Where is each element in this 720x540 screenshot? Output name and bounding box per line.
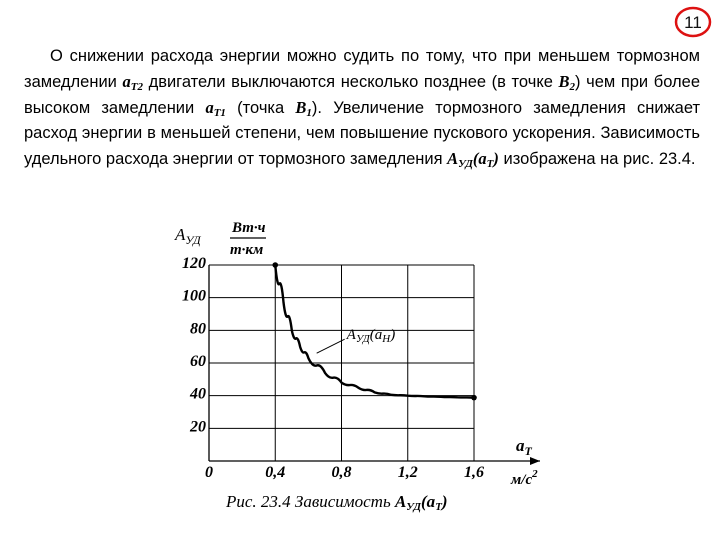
y-unit-numerator: Вт·ч — [232, 220, 266, 236]
y-tick-label: 40 — [190, 385, 206, 403]
x-tick-label: 1,6 — [464, 464, 484, 481]
y-tick-label: 80 — [190, 320, 206, 338]
x-tick-label: 0,4 — [265, 464, 286, 481]
x-tick-label: 0,8 — [331, 464, 352, 481]
y-tick-label: 120 — [182, 255, 206, 272]
y-tick-label: 60 — [190, 353, 206, 370]
chart-grid — [209, 265, 474, 461]
series-endpoint — [272, 262, 278, 268]
y-unit-denominator: т·км — [230, 242, 264, 258]
chart-ticks — [182, 255, 484, 481]
x-axis-arrow — [530, 457, 540, 465]
page-number: 11 — [684, 13, 702, 32]
y-axis-label: $A_{УД}$ — [175, 225, 201, 247]
figure-caption: Рис. 23.4 Зависимость $A_{УД}(a_T)$ — [226, 492, 448, 513]
y-tick-label: 20 — [190, 418, 206, 436]
series-endpoint — [471, 395, 477, 401]
x-tick-label: 0 — [205, 464, 213, 481]
x-axis-label: $a_T$ — [516, 436, 532, 458]
chart-axes — [209, 265, 540, 465]
body-paragraph: О снижении расхода энергии можно судить по тому, что при меньшем тормозном замедлении $a_{T2}$ двигатели выключаются несколько позднее (в точке $B_2$) чем при более высоком замедлении $a_{T1}$ (точка $B_1$). Увеличение тормозного замедления снижает расход энергии в меньшей степени, чем повышение пускового ускорения. Зависимость удельного расхода энергии от тормозного замедления $A_{УД}(a_T)$ изображена на рис. 23.4. — [24, 47, 701, 170]
x-unit: $м/с^2$ — [511, 468, 538, 488]
x-tick-label: 1,2 — [397, 464, 418, 481]
annotation-leader — [317, 339, 345, 353]
curve-annotation: $A_{УД}(a_Н)$ — [346, 327, 396, 346]
y-tick-label: 100 — [182, 287, 206, 305]
